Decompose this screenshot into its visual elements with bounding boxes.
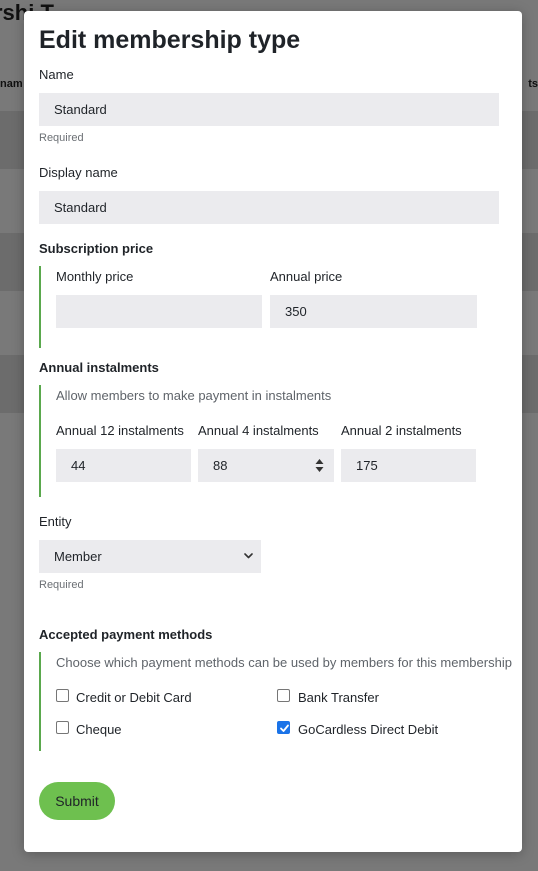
payment-methods-heading: Accepted payment methods (39, 627, 213, 642)
entity-select[interactable] (39, 540, 261, 573)
display-name-label: Display name (39, 165, 118, 180)
entity-selected-value: Member (54, 549, 102, 564)
instalment-2-input[interactable] (341, 449, 476, 482)
chevron-down-icon (244, 553, 253, 559)
instalments-description: Allow members to make payment in instalments (56, 388, 332, 403)
section-accent-bar (39, 266, 41, 348)
bank-transfer-label[interactable]: Bank Transfer (298, 690, 379, 705)
submit-button[interactable]: Submit (39, 782, 115, 820)
subscription-price-heading: Subscription price (39, 241, 154, 256)
checkmark-icon (279, 723, 290, 734)
cheque-label[interactable]: Cheque (76, 722, 122, 737)
instalment-4-label: Annual 4 instalments (198, 423, 319, 438)
section-accent-bar (39, 652, 41, 751)
number-spinner-icon[interactable] (315, 458, 324, 473)
name-required-hint: Required (39, 132, 84, 144)
gocardless-checkbox[interactable] (277, 721, 290, 734)
name-label: Name (39, 67, 74, 82)
edit-membership-modal (24, 11, 522, 852)
display-name-input[interactable] (39, 191, 499, 224)
monthly-price-input[interactable] (56, 295, 262, 328)
instalment-12-label: Annual 12 instalments (56, 423, 184, 438)
entity-label: Entity (39, 514, 72, 529)
credit-card-checkbox[interactable] (56, 689, 69, 702)
annual-price-label: Annual price (270, 269, 343, 284)
annual-instalments-heading: Annual instalments (39, 360, 159, 375)
instalment-12-input[interactable] (56, 449, 191, 482)
gocardless-label[interactable]: GoCardless Direct Debit (298, 722, 439, 737)
modal-title: Edit membership type (39, 26, 301, 54)
bank-transfer-checkbox[interactable] (277, 689, 290, 702)
instalment-4-value: 88 (213, 458, 228, 473)
instalment-4-input[interactable] (198, 449, 334, 482)
name-input[interactable] (39, 93, 499, 126)
entity-required-hint: Required (39, 579, 84, 591)
section-accent-bar (39, 385, 41, 497)
cheque-checkbox[interactable] (56, 721, 69, 734)
payment-methods-description: Choose which payment methods can be used by members for this membership (56, 655, 512, 670)
credit-card-label[interactable]: Credit or Debit Card (76, 690, 192, 705)
monthly-price-label: Monthly price (56, 269, 134, 284)
instalment-2-label: Annual 2 instalments (341, 423, 462, 438)
annual-price-input[interactable] (270, 295, 477, 328)
